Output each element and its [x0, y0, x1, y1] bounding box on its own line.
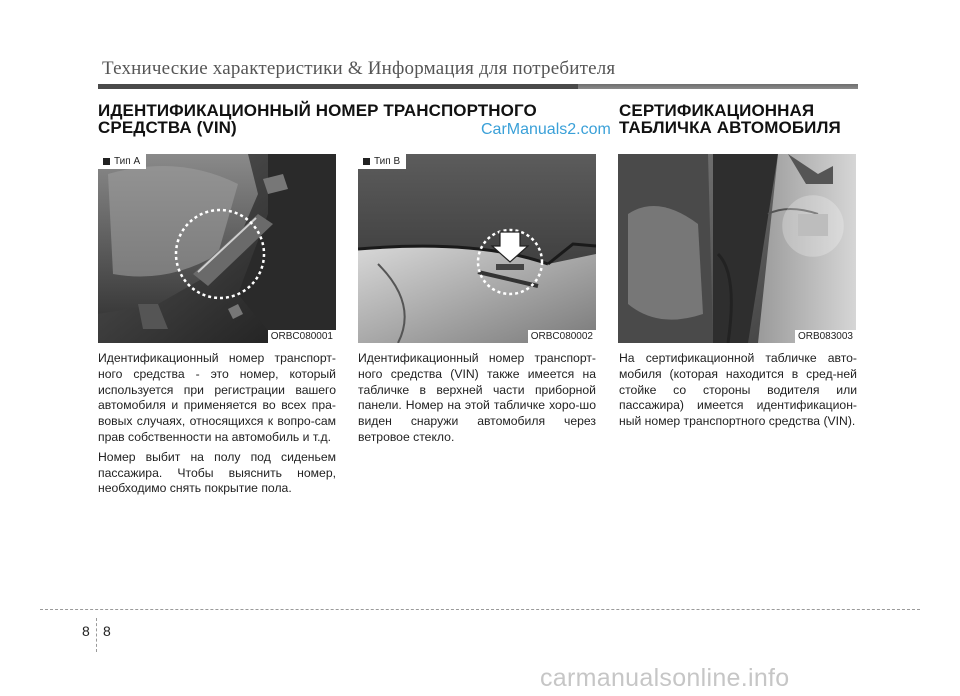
watermark-top[interactable]: CarManuals2.com	[481, 121, 611, 138]
photo-door-pillar-illustration	[618, 154, 856, 343]
certification-heading-line2: ТАБЛИЧКА АВТОМОБИЛЯ	[619, 118, 841, 137]
page-divider	[96, 618, 97, 652]
col3-para1: На сертификационной табличке авто-мобиля (которая находится в сред-ней стойке со стороны водителя или пассажира) имеется идентификацион-ный номер транспортного средства (VIN).	[619, 351, 857, 429]
bullet-square-icon	[103, 158, 110, 165]
type-b-label-text: Тип B	[374, 156, 401, 167]
type-b-label	[358, 154, 406, 169]
photo-code-3: ORB083003	[795, 330, 856, 343]
photo-seat-floor-illustration	[98, 154, 336, 343]
footer-rule	[40, 609, 920, 610]
page-number: 8	[103, 623, 111, 639]
bullet-square-icon	[363, 158, 370, 165]
photo-code-1: ORBC080001	[268, 330, 336, 343]
section-number: 8	[82, 623, 90, 639]
col1-text	[98, 351, 336, 501]
type-a-label	[98, 154, 146, 169]
photo-windshield-illustration	[358, 154, 596, 343]
col1-para2: Номер выбит на полу под сиденьем пассажира. Чтобы выяснить номер, необходимо снять покрытие пола.	[98, 449, 336, 496]
photo-code-2: ORBC080002	[528, 330, 596, 343]
certification-heading	[619, 102, 841, 136]
page-header-title: Технические характеристики & Информация для потребителя	[102, 58, 616, 79]
photo-certification-label	[618, 154, 856, 343]
col2-para1: Идентификационный номер транспорт-ного средства (VIN) также имеется на табличке в верхней части приборной панели. Номер на этой табличке хоро-шо виден снаружи автомобиля через ветровое стекло.	[358, 351, 596, 444]
type-a-label-text: Тип A	[114, 156, 141, 167]
header-rule-accent	[98, 84, 578, 89]
vin-heading	[98, 102, 537, 136]
col3-text	[619, 351, 857, 434]
vin-heading-line1: ИДЕНТИФИКАЦИОННЫЙ НОМЕР ТРАНСПОРТНОГО	[98, 101, 537, 120]
col1-para1: Идентификационный номер транспорт-ного средства - это номер, который используется при регистрации вашего автомобиля и применяется во всех пра-вовых случаях, относящихся к вопро-сам прав собственности на автомобиль и т.д.	[98, 351, 336, 444]
certification-heading-line1: СЕРТИФИКАЦИОННАЯ	[619, 101, 815, 120]
photo-vin-type-a	[98, 154, 336, 343]
vin-heading-line2: СРЕДСТВА (VIN)	[98, 118, 237, 137]
watermark-bottom[interactable]: carmanualsonline.info	[540, 664, 790, 692]
col2-text	[358, 351, 596, 450]
photo-vin-type-b	[358, 154, 596, 343]
